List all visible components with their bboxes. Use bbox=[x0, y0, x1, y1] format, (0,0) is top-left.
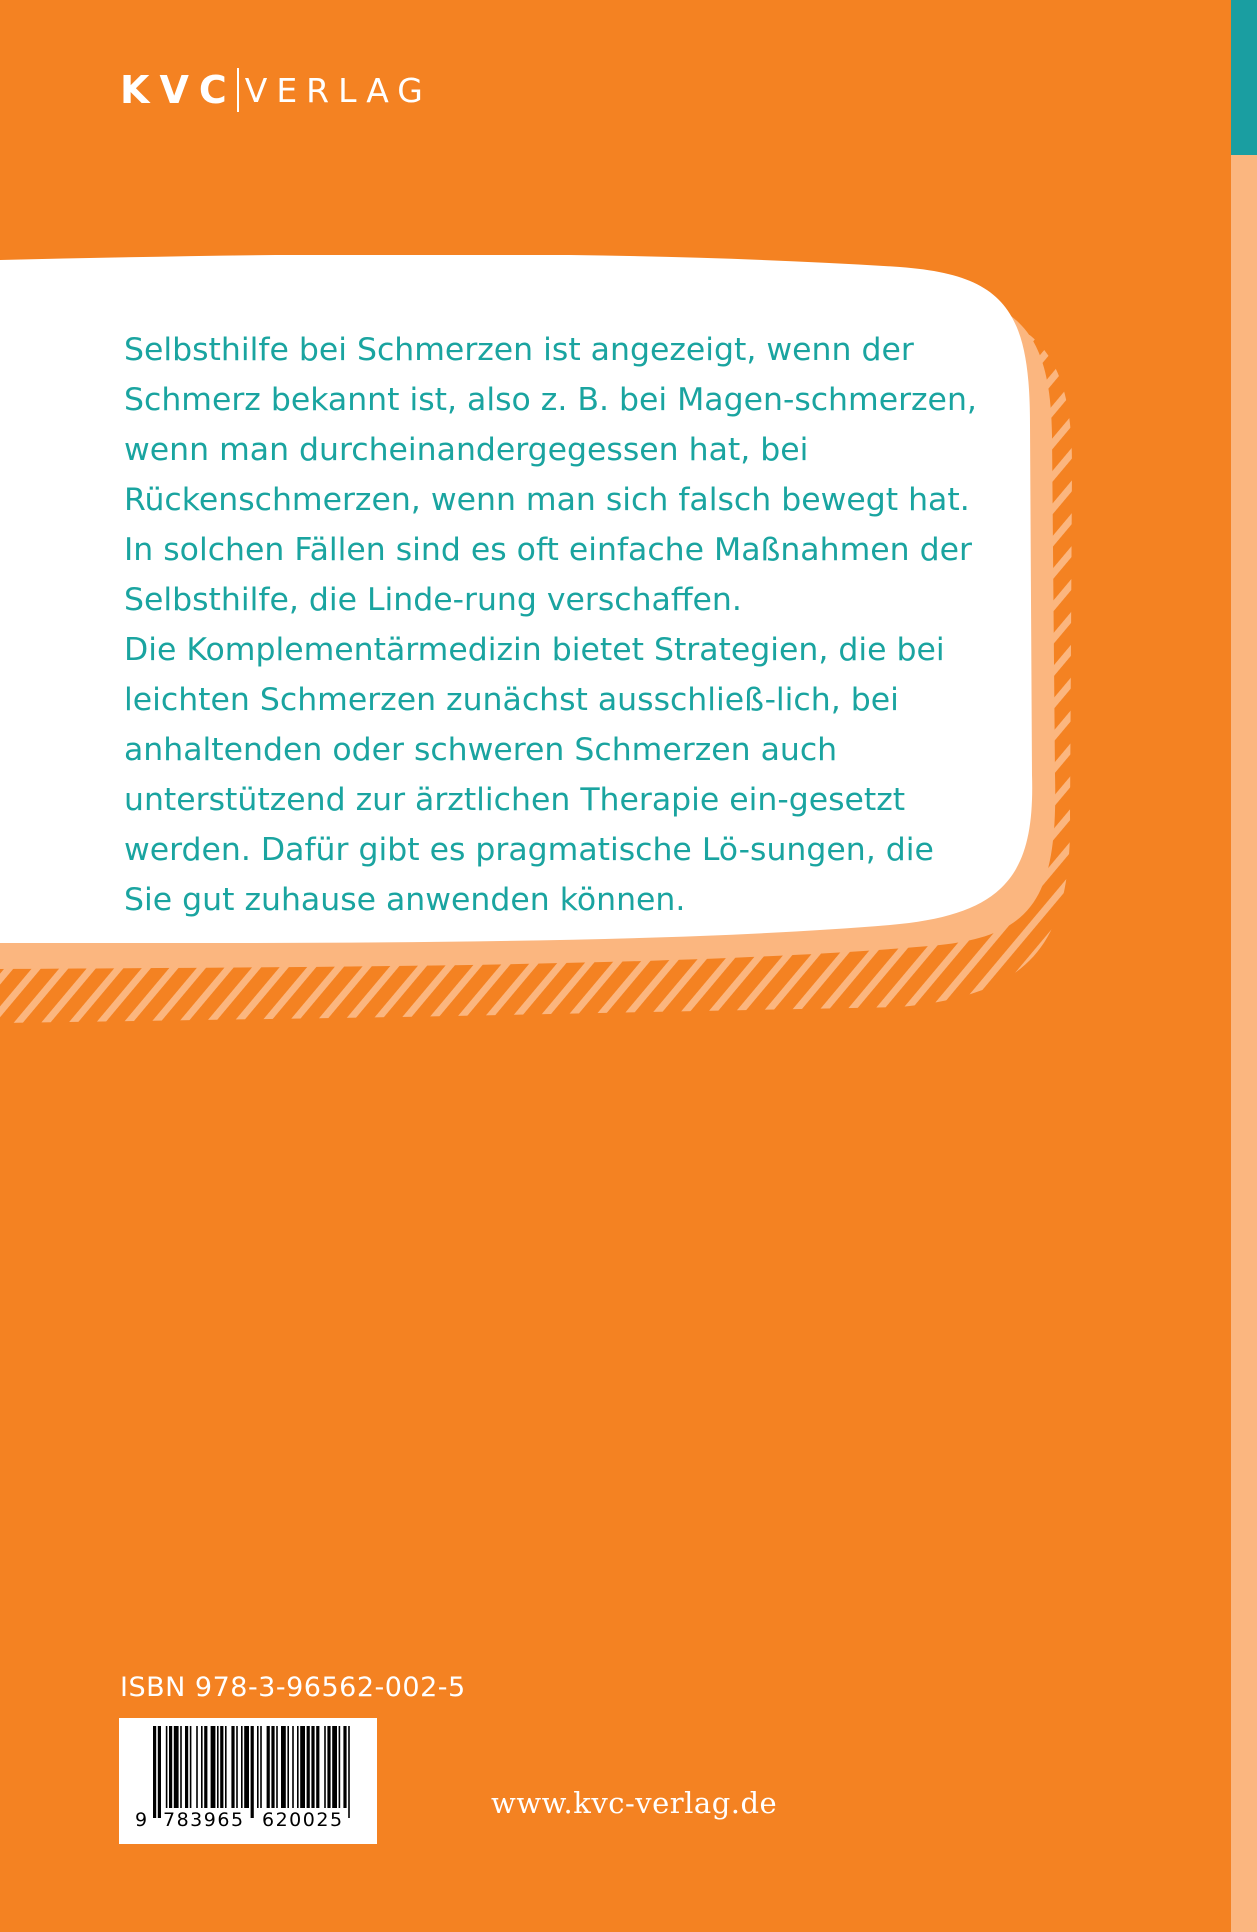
spine-light-strip bbox=[1231, 155, 1257, 1932]
barcode-bar bbox=[267, 1726, 270, 1808]
barcode-bar bbox=[196, 1726, 198, 1808]
barcode-bar bbox=[339, 1726, 341, 1808]
barcode-bar bbox=[185, 1726, 188, 1808]
barcode-bar bbox=[297, 1726, 299, 1808]
barcode-bar bbox=[204, 1726, 207, 1808]
logo-verlag: VERLAG bbox=[244, 70, 432, 110]
barcode-bar bbox=[236, 1726, 238, 1808]
barcode-bar bbox=[287, 1726, 289, 1808]
barcode-digits bbox=[119, 1809, 377, 1839]
barcode-bar bbox=[260, 1726, 262, 1808]
barcode-bar bbox=[271, 1726, 274, 1808]
barcode-right-digits: 620025 bbox=[262, 1809, 344, 1831]
barcode-bar bbox=[327, 1726, 330, 1808]
logo-kvc: KVC bbox=[120, 68, 237, 112]
spine-teal-strip bbox=[1231, 0, 1257, 155]
barcode-bar bbox=[244, 1726, 249, 1808]
barcode-bar bbox=[220, 1726, 223, 1808]
blurb-paragraph-2: Die Komplementärmedizin bietet Strategien, die bei leichten Schmerzen zunächst ausschließ-lich, bei anhaltenden oder schweren Schmerzen auch unterstützend zur ärztlichen Therapie ein-gesetzt werden. Dafür gibt es pragmatische Lö-sungen, die Sie gut zuhause anwenden können. bbox=[124, 632, 945, 918]
isbn-label: ISBN 978-3-96562-002-5 bbox=[120, 1672, 466, 1703]
barcode-bar bbox=[174, 1726, 179, 1808]
blurb-text bbox=[124, 325, 984, 925]
barcode-bar bbox=[332, 1726, 337, 1808]
barcode-bar bbox=[324, 1726, 326, 1808]
barcode-bar bbox=[343, 1726, 346, 1808]
barcode-bar bbox=[158, 1726, 161, 1818]
barcode-bar bbox=[217, 1726, 219, 1808]
barcode-bar bbox=[316, 1726, 319, 1808]
publisher-logo bbox=[120, 68, 432, 112]
website-url: www.kvc-verlag.de bbox=[491, 1786, 778, 1820]
barcode-bar bbox=[257, 1726, 259, 1808]
barcode-bar bbox=[169, 1726, 172, 1808]
barcode-bar bbox=[190, 1726, 192, 1808]
barcode-bar bbox=[153, 1726, 156, 1818]
barcode-bar bbox=[311, 1726, 314, 1808]
barcode-bar bbox=[180, 1726, 182, 1808]
barcode-bar bbox=[281, 1726, 286, 1808]
barcode-bar bbox=[225, 1726, 227, 1808]
barcode-bar bbox=[201, 1726, 203, 1808]
barcode-bar bbox=[231, 1726, 234, 1808]
barcode-bar bbox=[300, 1726, 305, 1808]
barcode-left-digits: 783965 bbox=[163, 1809, 245, 1831]
barcode-bar bbox=[241, 1726, 243, 1808]
barcode-bar bbox=[276, 1726, 278, 1808]
logo-separator bbox=[237, 68, 239, 112]
barcode-bar bbox=[166, 1726, 168, 1808]
blurb-paragraph-1: Selbsthilfe bei Schmerzen ist angezeigt, wenn der Schmerz bekannt ist, also z. B. bei Magen-schmerzen, wenn man durcheinandergegessen hat, bei Rückenschmerzen, wenn man sich falsch bewegt hat. In solchen Fällen sind es oft einfache Maßnahmen der Selbsthilfe, die Linde-rung verschaffen. bbox=[124, 332, 977, 618]
barcode bbox=[119, 1718, 377, 1844]
barcode-bar bbox=[307, 1726, 310, 1808]
barcode-bar bbox=[348, 1726, 350, 1818]
barcode-bar bbox=[211, 1726, 216, 1808]
barcode-first-digit: 9 bbox=[135, 1809, 148, 1831]
barcode-bar bbox=[251, 1726, 254, 1818]
barcode-bar bbox=[292, 1726, 294, 1808]
